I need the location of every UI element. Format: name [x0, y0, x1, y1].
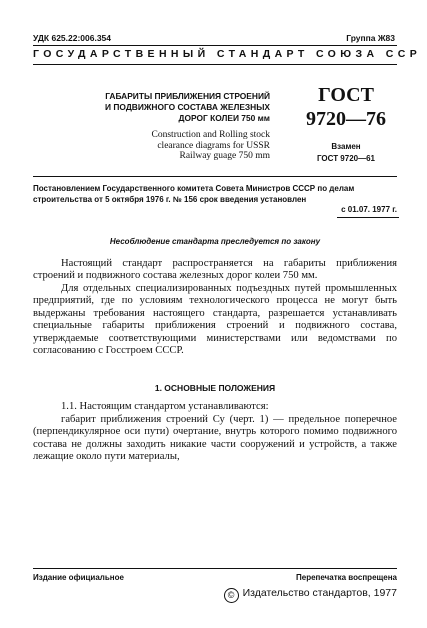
paragraph-clearance: габарит приближения строений Су (черт. 1) — предельное поперечное (перпендикулярное оси пути) очертание, внутрь которого помимо подвижного состава не должны заходить никакие части сооружений и устройств, а также лежащие около пути материалы, — [33, 414, 397, 463]
title-ru-line: ДОРОГ КОЛЕИ 750 мм — [178, 113, 270, 123]
title-ru-line: И ПОДВИЖНОГО СОСТАВА ЖЕЛЕЗНЫХ — [105, 102, 270, 112]
section-heading: 1. ОСНОВНЫЕ ПОЛОЖЕНИЯ — [154, 383, 276, 393]
paragraph-special: Для отдельных специализированных подъездных путей промышленных предприятий, где по условиям технологического процесса не могут быть выдержаны требования настоящего стандарта, разрешается устанавливать специальные габариты приближения строений и подвижного состава, утверждаемые соответствующими министерствами или ведомствами по согласованию с Госстроем СССР. — [33, 283, 397, 357]
replace-label: Взамен — [331, 142, 361, 151]
title-en-line: Railway guage 750 mm — [179, 151, 270, 161]
decree-line: Постановлением Государственного комитета Совета Министров СССР по делам — [33, 184, 355, 193]
copyright — [224, 587, 397, 603]
date-underline — [337, 217, 399, 218]
gost-label: ГОСТ — [318, 84, 374, 106]
paragraph-1-1: 1.1. Настоящим стандартом устанавливаются: — [61, 401, 269, 412]
title-en-line: Construction and Rolling stock — [151, 130, 270, 140]
reprint-forbidden: Перепечатка воспрещена — [296, 573, 397, 582]
copyright-icon: © — [224, 588, 239, 603]
replace-value: ГОСТ 9720—61 — [316, 154, 376, 163]
title-ru-line: ГАБАРИТЫ ПРИБЛИЖЕНИЯ СТРОЕНИЙ — [105, 91, 270, 101]
title-en-line: clearance diagrams for USSR — [157, 140, 270, 151]
effective-date: с 01.07. 1977 г. — [341, 205, 397, 214]
top-rule — [33, 45, 397, 46]
footer-rule — [33, 568, 397, 569]
official-edition: Издание официальное — [33, 573, 124, 582]
copyright-text: Издательство стандартов, 1977 — [242, 587, 397, 599]
decree-line: строительства от 5 октября 1976 г. № 156 срок введения установлен — [33, 195, 307, 204]
decree-rule — [33, 176, 397, 177]
banner-rule — [33, 64, 397, 65]
standard-banner: ГОСУДАРСТВЕННЫЙ СТАНДАРТ СОЮЗА ССР — [33, 48, 422, 60]
title-english — [150, 130, 270, 162]
decree-text — [33, 183, 397, 205]
title-russian — [60, 91, 270, 124]
group-code: Группа Ж83 — [346, 33, 395, 43]
paragraph-scope: Настоящий стандарт распространяется на габариты приближения строений и подвижного состава железных дорог колеи 750 мм. — [33, 258, 397, 282]
gost-number: 9720—76 — [306, 108, 386, 130]
legal-warning: Несоблюдение стандарта преследуется по закону — [109, 237, 321, 246]
udk-code: УДК 625.22:006.354 — [33, 33, 112, 43]
